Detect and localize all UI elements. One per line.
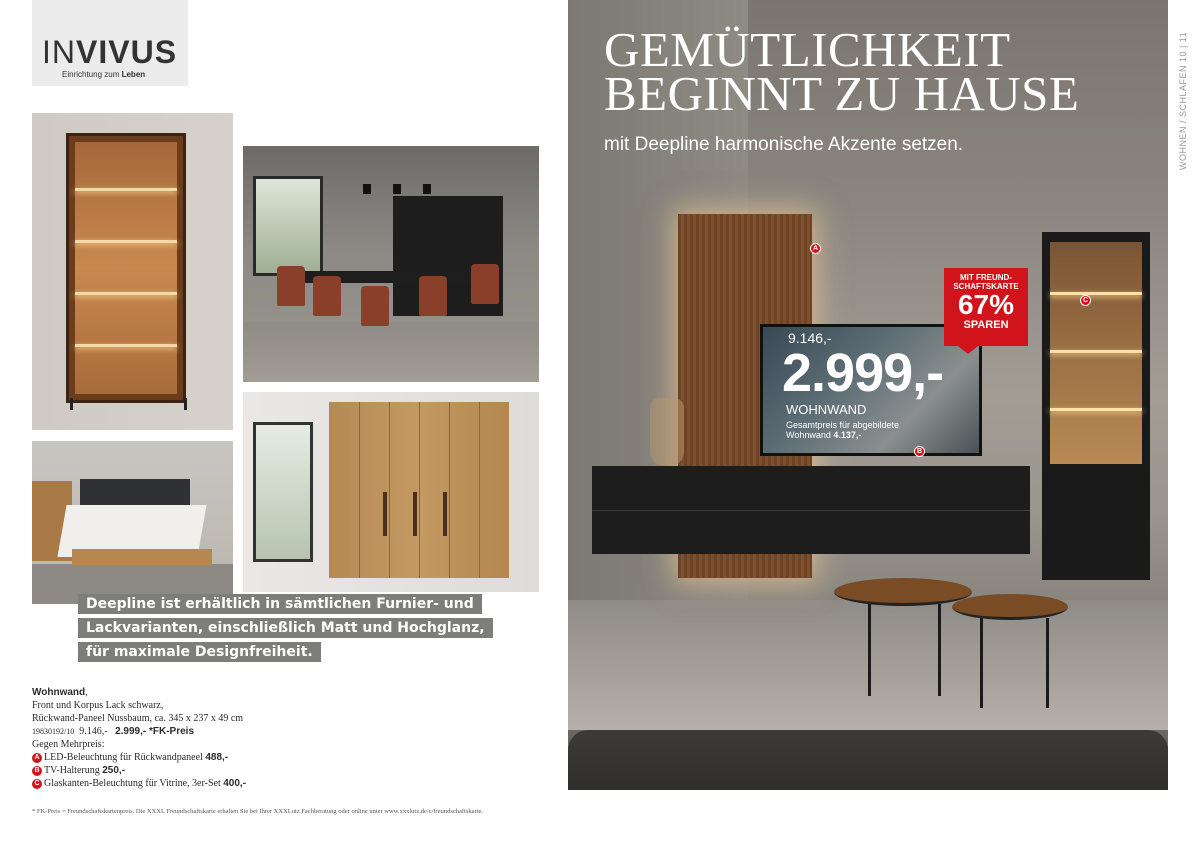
brand-tagline (62, 70, 145, 79)
extra-option-a (32, 751, 246, 764)
wardrobe-handle (443, 492, 447, 536)
coffee-table-small (952, 594, 1068, 620)
wardrobe-handle (413, 492, 417, 536)
dining-chair (361, 286, 389, 326)
extra-option-price: 488,- (205, 752, 229, 763)
brand-tagline-bold: Leben (121, 70, 146, 79)
coffee-table-large (834, 578, 972, 606)
brand-name-light: IN (42, 34, 76, 70)
marker-c-icon: C (32, 779, 42, 789)
price-old: 9.146,- (788, 330, 832, 346)
hero-image (568, 0, 1168, 790)
price-note-line-1: Gesamtpreis für abgebildete (786, 420, 900, 430)
extra-option-text: TV-Halterung (44, 765, 103, 776)
badge-line-2: SCHAFTSKARTE (953, 282, 1019, 291)
vitrine-interior (75, 142, 177, 394)
vitrine-leg (70, 398, 73, 410)
wardrobe-door-gap (389, 402, 390, 578)
hero-headline (604, 22, 1080, 121)
product-old-price: 9.146,- (79, 726, 108, 737)
hero-headline-line-2: BEGINNT ZU HAUSE (604, 66, 1080, 121)
sofa-foreground (568, 730, 1168, 790)
wardrobe (329, 402, 509, 578)
bed-frame (72, 549, 212, 565)
wardrobe-door-gap (359, 402, 360, 578)
table-leg (980, 618, 983, 708)
product-price-row (32, 725, 246, 738)
badge-save-label: SPAREN (963, 319, 1009, 331)
section-tab (1178, 30, 1192, 170)
brand-name-bold: VIVUS (76, 34, 178, 70)
marker-c-icon: C (1080, 295, 1091, 306)
product-description (32, 686, 246, 790)
lowboard-divider (592, 510, 1030, 511)
hero-subheadline: mit Deepline harmonische Akzente setzen. (604, 134, 964, 155)
badge-percent: 67% (957, 289, 1015, 320)
table-leg (938, 604, 941, 696)
wardrobe-window (253, 422, 313, 562)
product-title-suffix: , (85, 687, 88, 698)
product-detail-line-2: Rückwand-Paneel Nussbaum, ca. 345 x 237 x 49 cm (32, 713, 244, 724)
showcase-interior (1050, 242, 1142, 464)
wardrobe-handle (383, 492, 387, 536)
caption-line-2: Lackvarianten, einschließlich Matt und Hochglanz, (78, 618, 493, 638)
extra-option-b (32, 764, 246, 777)
decor-vase (650, 398, 684, 466)
photo-bedroom (32, 441, 233, 604)
showcase-shelf (1050, 408, 1142, 411)
marker-b-icon: B (32, 766, 42, 776)
dining-chair (471, 264, 499, 304)
dining-chair (419, 276, 447, 316)
table-leg (1046, 618, 1049, 708)
showcase-shelf (1050, 350, 1142, 353)
article-number: 19830192/10 (32, 727, 75, 736)
pendant-lamp (363, 184, 371, 194)
extra-option-price: 250,- (102, 765, 126, 776)
glass-showcase (1042, 232, 1150, 580)
caption-line-1: Deepline ist erhältlich in sämtlichen Furnier- und (78, 594, 482, 614)
section-tab-label: WOHNEN / SCHLAFEN 10 | 11 (1178, 31, 1188, 170)
marker-b-icon: B (914, 446, 925, 457)
wardrobe-door-gap (479, 402, 480, 578)
pendant-lamp (393, 184, 401, 194)
wardrobe-door-gap (419, 402, 420, 578)
photo-dining-room (243, 146, 539, 382)
price-new: 2.999,- (782, 343, 944, 403)
price-note-line-2 (786, 430, 899, 440)
dining-floor (243, 322, 539, 382)
extras-heading: Gegen Mehrpreis: (32, 739, 105, 750)
vitrine-shelf (75, 292, 177, 295)
price-note-text: Wohnwand (786, 430, 834, 440)
vitrine-leg (184, 398, 187, 410)
brand-wordmark (42, 34, 177, 71)
dining-chair (277, 266, 305, 306)
product-detail-line-1: Front und Korpus Lack schwarz, (32, 700, 164, 711)
hero-headline-line-1: GEMÜTLICHKEIT (604, 22, 1011, 77)
footnote: * FK-Preis = Freundschaftskartenpreis. Die XXXL Freundschaftskarte erhalten Sie bei Ihrer XXXLutz Fachberatung oder online unter www.xxxlutz.de/c/freundschaftskarte. (32, 808, 484, 815)
product-title: Wohnwand (32, 687, 86, 698)
extra-option-text: Glaskanten-Beleuchtung für Vitrine, 3er-Set (44, 778, 224, 789)
table-leg (868, 604, 871, 696)
caption-line-3: für maximale Designfreiheit. (78, 642, 321, 662)
price-note (786, 420, 899, 440)
photo-vitrine (32, 113, 233, 430)
extra-option-c (32, 777, 246, 790)
badge-line-1: MIT FREUND- (960, 273, 1012, 282)
showcase-shelf (1050, 292, 1142, 295)
product-title-row (32, 686, 246, 699)
lowboard (592, 466, 1030, 554)
extra-option-price: 400,- (223, 778, 247, 789)
brand-logo[interactable] (32, 0, 188, 86)
vitrine-shelf (75, 188, 177, 191)
vitrine-cabinet (66, 133, 186, 403)
dining-chair (313, 276, 341, 316)
extra-option-text: LED-Beleuchtung für Rückwandpaneel (44, 752, 206, 763)
dining-window (253, 176, 323, 276)
marker-a-icon: A (32, 753, 42, 763)
discount-badge (944, 268, 1028, 346)
wardrobe-door-gap (449, 402, 450, 578)
pendant-lamp (423, 184, 431, 194)
price-product-label: WOHNWAND (786, 402, 867, 417)
vitrine-shelf (75, 240, 177, 243)
price-note-total: 4.137,- (833, 430, 862, 440)
vitrine-shelf (75, 344, 177, 347)
brand-tagline-text: Einrichtung zum (62, 70, 122, 79)
marker-a-icon: A (810, 243, 821, 254)
product-fk-price: 2.999,- *FK-Preis (115, 726, 195, 737)
photo-wardrobe (243, 392, 539, 592)
